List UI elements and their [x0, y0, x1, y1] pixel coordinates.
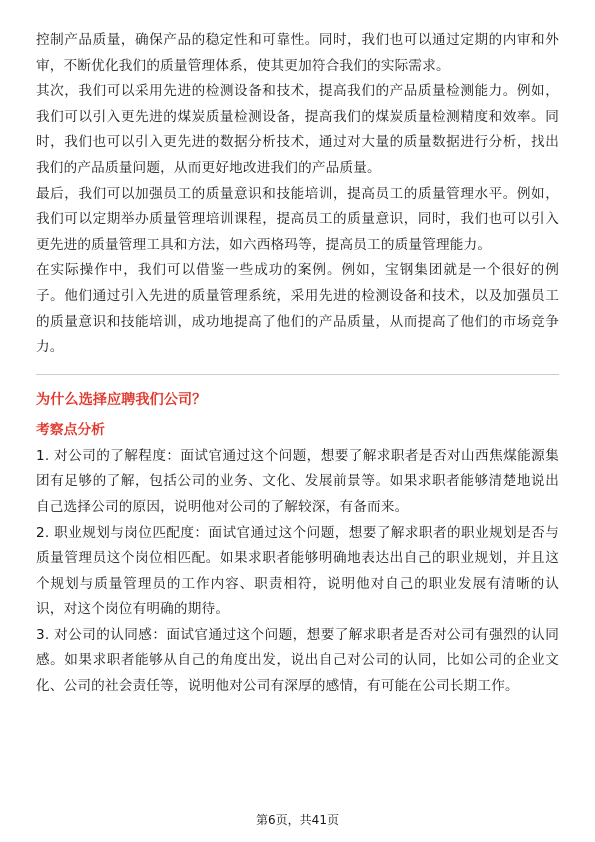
- section-divider: [36, 374, 559, 375]
- analysis-point-identification: 3. 对公司的认同感：面试官通过这个问题，想要了解求职者是否对公司有强烈的认同感。如果求职者能够从自己的角度出发，说出自己对公司的认同，比如公司的企业文化、公司的社会责任等，说明他对公司有深厚的感情，有可能在公司长期工作。: [36, 626, 559, 695]
- analysis-point-company-knowledge: 1. 对公司的了解程度：面试官通过这个问题，想要了解求职者是否对山西焦煤能源集团有足够的了解，包括公司的业务、文化、发展前景等。如果求职者能够清楚地说出自己选择公司的原因，说明他对公司的了解较深，有备而来。: [36, 447, 559, 515]
- paragraph-detection-equipment: 其次，我们可以采用先进的检测设备和技术，提高我们的产品质量检测能力。例如，我们可以引入更先进的煤炭质量检测设备，提高我们的煤炭质量检测精度和效率。同时，我们也可以引入更先进的数据分析技术，通过对大量的质量数据进行分析，找出我们的产品质量问题，从而更好地改进我们的产品质量。: [36, 83, 559, 176]
- analysis-point-career-fit: 2. 职业规划与岗位匹配度：面试官通过这个问题，想要了解求职者的职业规划是否与质量管理员这个岗位相匹配。如果求职者能够明确地表达出自己的职业规划，并且这个规划与质量管理员的工作内容、职责相符，说明他对自己的职业发展有清晰的认识，对这个岗位有明确的期待。: [36, 524, 559, 618]
- paragraph-quality-system: 控制产品质量，确保产品的稳定性和可靠性。同时，我们也可以通过定期的内审和外审，不断优化我们的质量管理体系，使其更加符合我们的实际需求。: [36, 32, 559, 74]
- analysis-subtitle: 考察点分析: [36, 421, 105, 438]
- question-title: 为什么选择应聘我们公司？: [36, 391, 207, 408]
- paragraph-staff-training: 最后，我们可以加强员工的质量意识和技能培训，提高员工的质量管理水平。例如，我们可以定期举办质量管理培训课程，提高员工的质量意识，同时，我们也可以引入更先进的质量管理工具和方法，如六西格玛等，提高员工的质量管理能力。: [36, 185, 559, 253]
- paragraph-case-study: 在实际操作中，我们可以借鉴一些成功的案例。例如，宝钢集团就是一个很好的例子。他们通过引入先进的质量管理系统，采用先进的检测设备和技术，以及加强员工的质量意识和技能培训，成功地提高了他们的产品质量，从而提高了他们的市场竞争力。: [36, 262, 559, 356]
- document-body: [36, 28, 559, 700]
- page-number: 第6页，共41页: [256, 813, 339, 827]
